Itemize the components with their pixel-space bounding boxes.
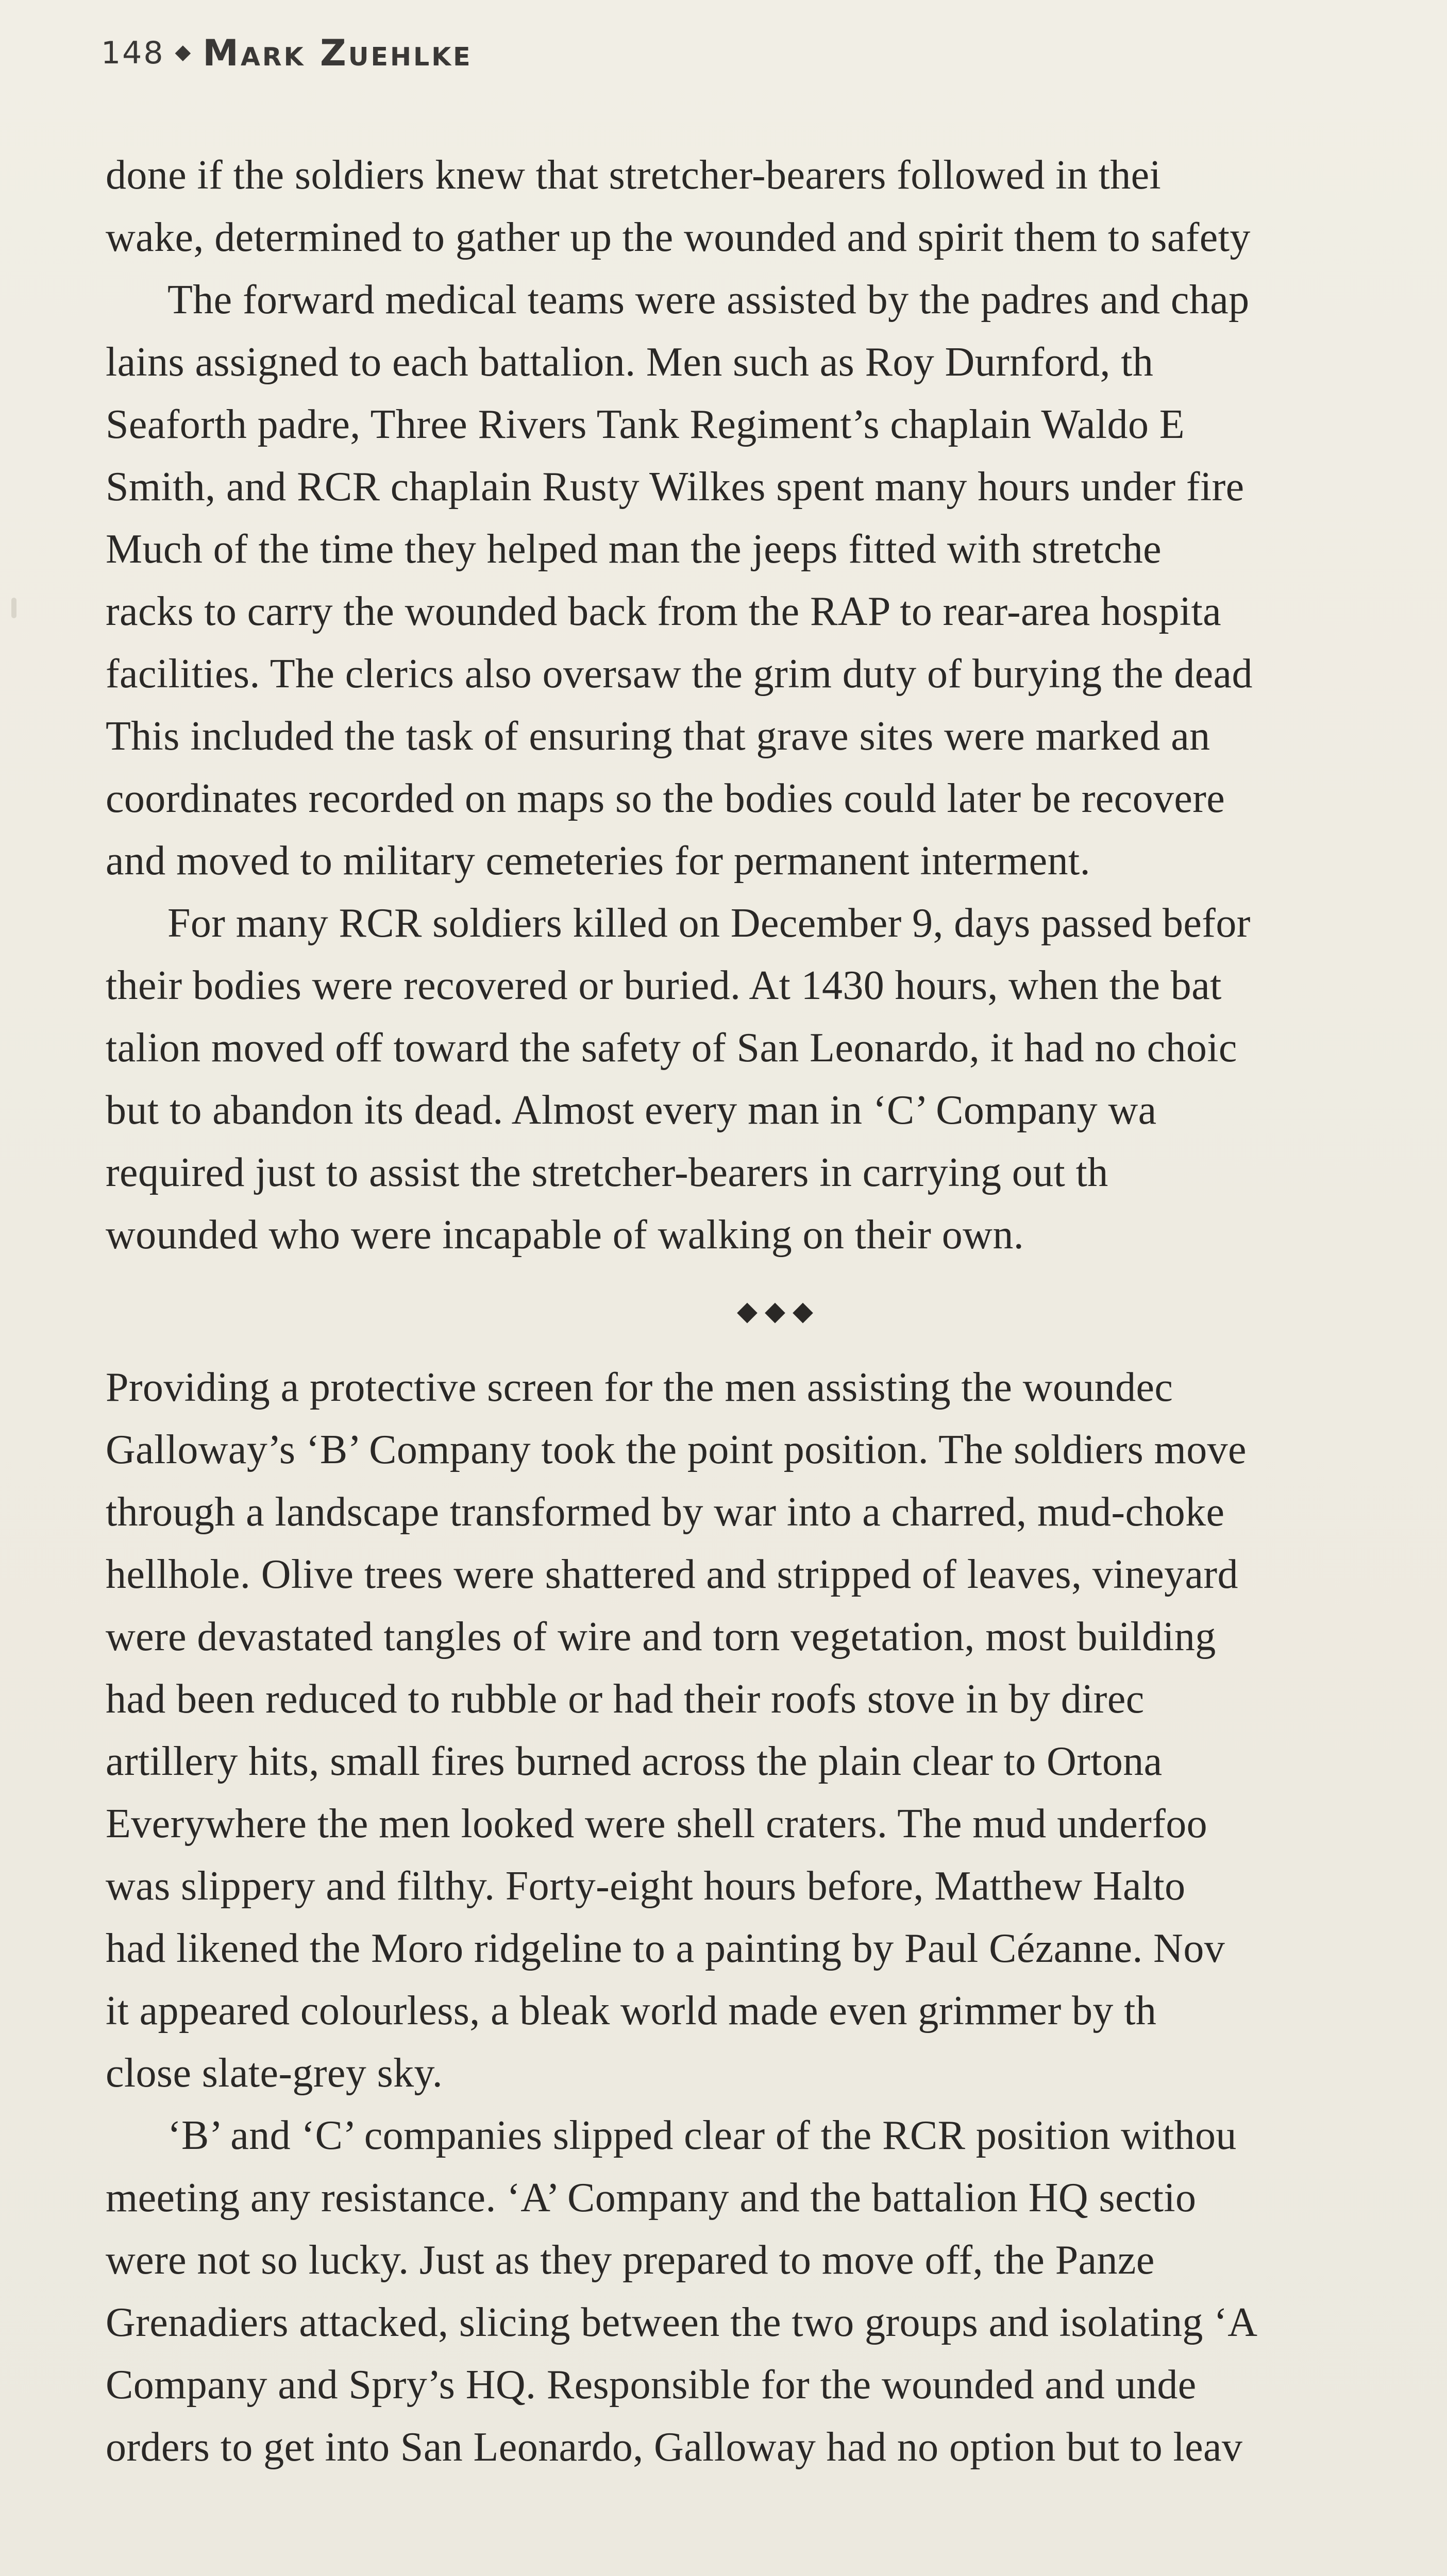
text-line: ‘B’ and ‘C’ companies slipped clear of the RCR position withou: [167, 2113, 1237, 2158]
text-line: This included the task of ensuring that grave sites were marked an: [106, 714, 1210, 759]
text-line: meeting any resistance. ‘A’ Company and the battalion HQ sectio: [106, 2175, 1197, 2221]
text-line: hellhole. Olive trees were shattered and stripped of leaves, vineyard: [106, 1552, 1238, 1597]
text-line: done if the soldiers knew that stretcher-bearers followed in thei: [106, 152, 1162, 198]
text-line: their bodies were recovered or buried. At 1430 hours, when the bat: [106, 963, 1222, 1008]
text-line: coordinates recorded on maps so the bodies could later be recovere: [106, 776, 1225, 821]
text-line: Company and Spry’s HQ. Responsible for the wounded and unde: [106, 2362, 1197, 2408]
section-break-ornament: ◆◆◆: [737, 1297, 820, 1326]
text-line: wake, determined to gather up the wounded and spirit them to safety: [106, 215, 1251, 260]
text-line: orders to get into San Leonardo, Galloway had no option but to leav: [106, 2425, 1243, 2470]
text-line: Galloway’s ‘B’ Company took the point position. The soldiers move: [106, 1427, 1247, 1472]
text-line: but to abandon its dead. Almost every man in ‘C’ Company wa: [106, 1088, 1157, 1133]
text-line: lains assigned to each battalion. Men such as Roy Durnford, th: [106, 340, 1154, 385]
text-line: through a landscape transformed by war into a charred, mud-choke: [106, 1489, 1225, 1535]
text-line: wounded who were incapable of walking on their own.: [106, 1212, 1024, 1258]
text-line: The forward medical teams were assisted by the padres and chap: [167, 277, 1250, 323]
text-line: had likened the Moro ridgeline to a painting by Paul Cézanne. Nov: [106, 1926, 1225, 1971]
text-line: were devastated tangles of wire and torn vegetation, most building: [106, 1614, 1216, 1659]
text-line: it appeared colourless, a bleak world made even grimmer by th: [106, 1988, 1157, 2033]
text-line: were not so lucky. Just as they prepared to move off, the Panze: [106, 2238, 1155, 2283]
text-line: had been reduced to rubble or had their roofs stove in by direc: [106, 1676, 1145, 1722]
text-line: required just to assist the stretcher-bearers in carrying out th: [106, 1150, 1108, 1195]
text-line: close slate-grey sky.: [106, 2050, 443, 2096]
text-line: For many RCR soldiers killed on December 9, days passed befor: [167, 901, 1251, 946]
text-line: and moved to military cemeteries for permanent interment.: [106, 838, 1091, 884]
text-block-2: [106, 1357, 1447, 2479]
running-head: [101, 32, 473, 74]
text-line: Seaforth padre, Three Rivers Tank Regiment’s chaplain Waldo E: [106, 402, 1185, 447]
text-line: talion moved off toward the safety of San Leonardo, it had no choic: [106, 1025, 1237, 1071]
text-line: facilities. The clerics also oversaw the grim duty of burying the dead: [106, 651, 1253, 697]
text-line: Much of the time they helped man the jeeps fitted with stretche: [106, 527, 1162, 572]
page-blemish: [11, 598, 16, 618]
diamond-ornament-icon: ◆: [175, 40, 193, 64]
body-text: [106, 144, 1447, 2479]
text-block-1: [106, 144, 1447, 1266]
text-line: Grenadiers attacked, slicing between the two groups and isolating ‘A: [106, 2300, 1258, 2345]
text-line: Everywhere the men looked were shell craters. The mud underfoo: [106, 1801, 1208, 1846]
text-line: was slippery and filthy. Forty-eight hours before, Matthew Halto: [106, 1863, 1186, 1909]
text-line: racks to carry the wounded back from the RAP to rear-area hospita: [106, 589, 1222, 634]
text-line: Smith, and RCR chaplain Rusty Wilkes spent many hours under fire: [106, 464, 1244, 510]
page-number: 148: [101, 35, 165, 71]
author-name: Mark Zuehlke: [203, 32, 473, 74]
text-line: Providing a protective screen for the men assisting the woundec: [106, 1365, 1173, 1410]
text-line: artillery hits, small fires burned across the plain clear to Ortona: [106, 1739, 1163, 1784]
